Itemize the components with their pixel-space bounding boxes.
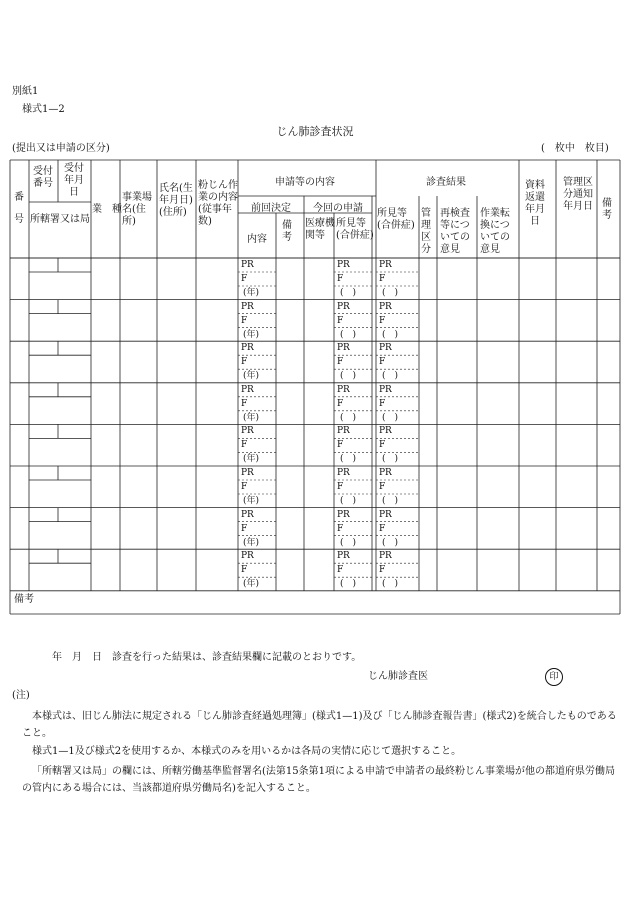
header-industry: 業 種 bbox=[92, 204, 122, 215]
form-number: 様式1—2 bbox=[22, 104, 65, 115]
doctor-label: じん肺診査医 bbox=[368, 671, 428, 682]
header-remarks: 備考 bbox=[602, 198, 612, 221]
notes-heading: (注) bbox=[12, 690, 30, 701]
result-pr: PR bbox=[379, 468, 392, 478]
current-complication: ( ) bbox=[340, 288, 357, 298]
result-complication: ( ) bbox=[382, 371, 399, 382]
current-f: F bbox=[337, 482, 344, 492]
previous-pr: PR bbox=[241, 468, 254, 478]
header-notice-date: 管理区分通知年月日 bbox=[563, 177, 593, 212]
result-pr: PR bbox=[379, 509, 392, 520]
header-material-return-date: 資料返還年月日 bbox=[525, 180, 545, 227]
previous-pr: PR bbox=[241, 343, 254, 354]
header-dust-work: 粉じん作業の内容(従事年数) bbox=[198, 180, 238, 227]
header-content: 内容 bbox=[247, 234, 267, 245]
previous-year: (年) bbox=[243, 579, 260, 590]
previous-year: (年) bbox=[243, 537, 260, 548]
previous-pr: PR bbox=[241, 384, 254, 395]
note-1: 本様式は、旧じん肺法に規定される「じん肺診査経過処理簿」(様式1—1)及び「じん肺診査報告書」(様式2)を統合したものであること。 bbox=[22, 711, 617, 739]
result-f: F bbox=[379, 274, 386, 284]
current-complication: ( ) bbox=[340, 579, 357, 590]
current-complication: ( ) bbox=[340, 329, 357, 340]
page-title: じん肺診査状況 bbox=[276, 125, 354, 138]
note-3: 「所轄署又は局」の欄には、所轄労働基準監督署名(法第15条第1項による申請で申請者の最終粉じん事業場が他の都道府県労働局の管内にある場合には、当該都道府県労働局名)を記入すること。 bbox=[22, 766, 615, 794]
current-pr: PR bbox=[337, 426, 350, 437]
previous-pr: PR bbox=[241, 551, 254, 562]
current-complication: ( ) bbox=[340, 412, 357, 423]
current-complication: ( ) bbox=[340, 371, 357, 382]
current-f: F bbox=[337, 398, 344, 409]
header-number-bottom: 号 bbox=[14, 214, 24, 225]
result-pr: PR bbox=[379, 343, 392, 354]
previous-pr: PR bbox=[241, 509, 254, 520]
previous-pr: PR bbox=[241, 426, 254, 437]
current-pr: PR bbox=[337, 384, 350, 395]
header-receipt-number: 受付番号 bbox=[33, 166, 53, 189]
current-f: F bbox=[337, 357, 344, 368]
current-pr: PR bbox=[337, 509, 350, 520]
current-complication: ( ) bbox=[340, 454, 357, 465]
header-management-class: 管理区分 bbox=[421, 208, 431, 255]
current-f: F bbox=[337, 523, 344, 534]
header-office: 所轄署又は局 bbox=[30, 214, 90, 225]
current-f: F bbox=[337, 440, 344, 451]
current-complication: ( ) bbox=[340, 496, 357, 506]
header-medical-institution: 医療機関等 bbox=[305, 218, 335, 241]
previous-year: (年) bbox=[243, 412, 260, 423]
current-complication: ( ) bbox=[340, 537, 357, 548]
header-receipt-date: 受付年月日 bbox=[64, 163, 84, 198]
previous-pr: PR bbox=[241, 260, 254, 270]
previous-f: F bbox=[241, 357, 248, 368]
previous-f: F bbox=[241, 523, 248, 534]
current-pr: PR bbox=[337, 301, 350, 312]
previous-pr: PR bbox=[241, 301, 254, 312]
result-pr: PR bbox=[379, 260, 392, 270]
header-application: 申請等の内容 bbox=[275, 177, 335, 188]
result-f: F bbox=[379, 565, 386, 576]
result-complication: ( ) bbox=[382, 412, 399, 423]
seal-mark: 印 bbox=[545, 668, 563, 686]
previous-f: F bbox=[241, 315, 248, 326]
header-findings-result: 所見等(合併症) bbox=[377, 208, 415, 231]
previous-year: (年) bbox=[243, 288, 260, 298]
current-pr: PR bbox=[337, 468, 350, 478]
current-f: F bbox=[337, 274, 344, 284]
note-2: 様式1—1及び様式2を使用するか、本様式のみを用いるかは各局の実情に応じて選択すること。 bbox=[32, 746, 462, 757]
result-complication: ( ) bbox=[382, 579, 399, 590]
header-current-application: 今回の申請 bbox=[313, 203, 363, 214]
header-workplace: 事業場名(住所) bbox=[122, 192, 152, 227]
result-f: F bbox=[379, 440, 386, 451]
result-pr: PR bbox=[379, 426, 392, 437]
previous-year: (年) bbox=[243, 454, 260, 465]
result-f: F bbox=[379, 357, 386, 368]
result-complication: ( ) bbox=[382, 288, 399, 298]
result-complication: ( ) bbox=[382, 496, 399, 506]
result-pr: PR bbox=[379, 301, 392, 312]
current-f: F bbox=[337, 315, 344, 326]
result-pr: PR bbox=[379, 551, 392, 562]
submission-category: (提出又は申請の区分) bbox=[12, 143, 110, 154]
result-complication: ( ) bbox=[382, 329, 399, 340]
previous-f: F bbox=[241, 482, 248, 492]
result-pr: PR bbox=[379, 384, 392, 395]
previous-f: F bbox=[241, 565, 248, 576]
page-count: ( 枚中 枚目) bbox=[541, 143, 609, 154]
result-complication: ( ) bbox=[382, 454, 399, 465]
previous-year: (年) bbox=[243, 329, 260, 340]
exam-statement: 年 月 日 診査を行った結果は、診査結果欄に記載のとおりです。 bbox=[52, 652, 362, 663]
remarks-label: 備考 bbox=[14, 594, 34, 605]
result-f: F bbox=[379, 398, 386, 409]
annex-label: 別紙1 bbox=[12, 86, 39, 97]
previous-year: (年) bbox=[243, 496, 260, 506]
result-complication: ( ) bbox=[382, 537, 399, 548]
result-f: F bbox=[379, 523, 386, 534]
header-number-top: 番 bbox=[14, 192, 24, 203]
header-reexam-opinion: 再検査等についての意見 bbox=[440, 208, 470, 255]
current-f: F bbox=[337, 565, 344, 576]
header-transfer-opinion: 作業転換についての意見 bbox=[480, 208, 510, 255]
previous-f: F bbox=[241, 440, 248, 451]
previous-year: (年) bbox=[243, 371, 260, 382]
header-result: 診査結果 bbox=[426, 177, 466, 188]
current-pr: PR bbox=[337, 343, 350, 354]
header-previous-decision: 前回決定 bbox=[251, 203, 291, 214]
current-pr: PR bbox=[337, 260, 350, 270]
header-name: 氏名(生年月日)(住所) bbox=[159, 183, 193, 218]
previous-f: F bbox=[241, 398, 248, 409]
result-f: F bbox=[379, 315, 386, 326]
previous-f: F bbox=[241, 274, 248, 284]
header-remarks-col: 備考 bbox=[282, 220, 292, 243]
result-f: F bbox=[379, 482, 386, 492]
current-pr: PR bbox=[337, 551, 350, 562]
header-findings-application: 所見等(合併症) bbox=[336, 218, 374, 241]
